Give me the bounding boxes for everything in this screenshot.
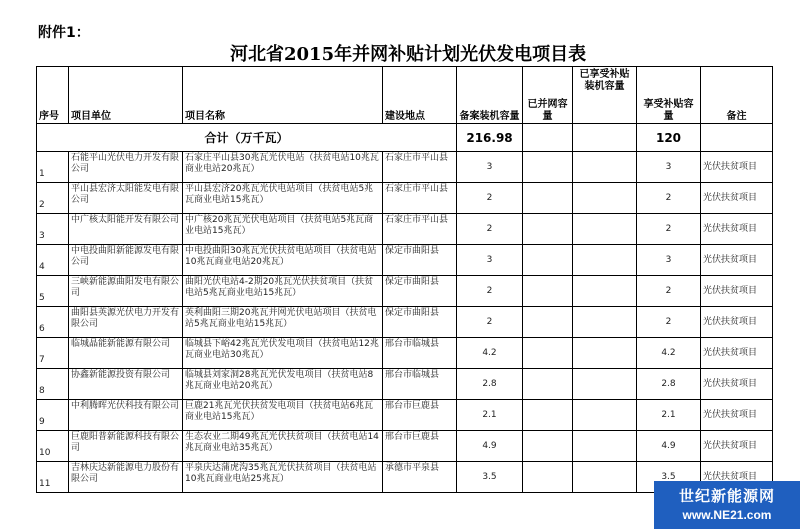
cell-name: 生态农业二期49兆瓦光伏扶贫项目（扶贫电站14兆瓦商业电站35兆瓦） <box>183 431 383 462</box>
cell-capacity: 2 <box>457 276 523 307</box>
project-table <box>36 66 773 493</box>
cell-capacity: 3.5 <box>457 462 523 493</box>
cell-seq: 1 <box>37 152 69 183</box>
cell-note: 光伏扶贫项目 <box>701 214 773 245</box>
watermark-title: 世纪新能源网 <box>678 487 775 505</box>
total-capacity: 216.98 <box>457 124 523 152</box>
cell-enjoyed <box>573 183 637 214</box>
cell-seq: 11 <box>37 462 69 493</box>
cell-location: 石家庄市平山县 <box>383 214 457 245</box>
cell-name: 中电投曲阳30兆瓦光伏扶贫电站项目（扶贫电站10兆瓦商业电站20兆瓦） <box>183 245 383 276</box>
cell-subsidy: 3.5 <box>637 462 701 493</box>
header-name: 项目名称 <box>183 67 383 124</box>
cell-grid <box>523 276 573 307</box>
cell-location: 邢台市临城县 <box>383 369 457 400</box>
cell-capacity: 3 <box>457 152 523 183</box>
cell-seq: 5 <box>37 276 69 307</box>
cell-note: 光伏扶贫项目 <box>701 245 773 276</box>
cell-subsidy: 2.1 <box>637 400 701 431</box>
cell-subsidy: 3 <box>637 152 701 183</box>
cell-name: 中广核20兆瓦光伏电站项目（扶贫电站5兆瓦商业电站15兆瓦） <box>183 214 383 245</box>
cell-note: 光伏扶贫项目 <box>701 338 773 369</box>
cell-capacity: 3 <box>457 245 523 276</box>
cell-capacity: 2 <box>457 183 523 214</box>
cell-name: 平泉庆达蒲虎沟35兆瓦光伏扶贫项目（扶贫电站10兆瓦商业电站25兆瓦） <box>183 462 383 493</box>
cell-unit: 平山县宏济太阳能发电有限公司 <box>69 183 183 214</box>
cell-grid <box>523 214 573 245</box>
table-row <box>37 307 773 338</box>
cell-capacity: 2 <box>457 214 523 245</box>
cell-location: 石家庄市平山县 <box>383 183 457 214</box>
cell-unit: 中广核太阳能开发有限公司 <box>69 214 183 245</box>
cell-grid <box>523 462 573 493</box>
cell-enjoyed <box>573 245 637 276</box>
cell-grid <box>523 245 573 276</box>
cell-capacity: 4.9 <box>457 431 523 462</box>
cell-subsidy: 2 <box>637 307 701 338</box>
table-row <box>37 214 773 245</box>
cell-seq: 10 <box>37 431 69 462</box>
cell-location: 石家庄市平山县 <box>383 152 457 183</box>
cell-note: 光伏扶贫项目 <box>701 369 773 400</box>
cell-location: 邢台市临城县 <box>383 338 457 369</box>
cell-unit: 吉林庆达新能源电力股份有限公司 <box>69 462 183 493</box>
cell-seq: 9 <box>37 400 69 431</box>
cell-name: 巨鹿21兆瓦光伏扶贫发电项目（扶贫电站6兆瓦商业电站15兆瓦） <box>183 400 383 431</box>
cell-location: 邢台市巨鹿县 <box>383 431 457 462</box>
cell-unit: 协鑫新能源投资有限公司 <box>69 369 183 400</box>
cell-grid <box>523 338 573 369</box>
table-row <box>37 276 773 307</box>
cell-name: 平山县宏济20兆瓦光伏电站项目（扶贫电站5兆瓦商业电站15兆瓦） <box>183 183 383 214</box>
cell-enjoyed <box>573 338 637 369</box>
header-note: 备注 <box>701 67 773 124</box>
cell-location: 承德市平泉县 <box>383 462 457 493</box>
cell-subsidy: 2 <box>637 276 701 307</box>
cell-subsidy: 4.9 <box>637 431 701 462</box>
cell-enjoyed <box>573 369 637 400</box>
cell-location: 保定市曲阳县 <box>383 307 457 338</box>
table-row <box>37 152 773 183</box>
cell-location: 邢台市巨鹿县 <box>383 400 457 431</box>
cell-name: 临城县刘家洞28兆瓦光伏发电项目（扶贫电站8兆瓦商业电站20兆瓦） <box>183 369 383 400</box>
total-row <box>37 124 773 152</box>
header-unit: 项目单位 <box>69 67 183 124</box>
cell-unit: 石能平山光伏电力开发有限公司 <box>69 152 183 183</box>
cell-unit: 中电投曲阳新能源发电有限公司 <box>69 245 183 276</box>
cell-unit: 临城晶能新能源有限公司 <box>69 338 183 369</box>
header-seq: 序号 <box>37 67 69 124</box>
cell-subsidy: 2 <box>637 183 701 214</box>
cell-seq: 8 <box>37 369 69 400</box>
cell-grid <box>523 152 573 183</box>
cell-location: 保定市曲阳县 <box>383 245 457 276</box>
cell-subsidy: 2.8 <box>637 369 701 400</box>
cell-note: 光伏扶贫项目 <box>701 307 773 338</box>
table-row <box>37 245 773 276</box>
header-enjoyed: 已享受补贴装机容量 <box>573 67 637 124</box>
cell-note: 光伏扶贫项目 <box>701 152 773 183</box>
cell-capacity: 2.8 <box>457 369 523 400</box>
total-label: 合计（万千瓦） <box>37 124 457 152</box>
cell-subsidy: 4.2 <box>637 338 701 369</box>
cell-seq: 3 <box>37 214 69 245</box>
watermark-url: www.NE21.com <box>682 508 772 522</box>
attachment-label: 附件1： <box>38 25 90 41</box>
cell-enjoyed <box>573 431 637 462</box>
total-grid <box>523 124 573 152</box>
table-row <box>37 183 773 214</box>
cell-name: 英利曲阳三期20兆瓦并网光伏电站项目（扶贫电站5兆瓦商业电站15兆瓦） <box>183 307 383 338</box>
cell-seq: 6 <box>37 307 69 338</box>
cell-note: 光伏扶贫项目 <box>701 276 773 307</box>
cell-name: 临城县下峪42兆瓦光伏发电项目（扶贫电站12兆瓦商业电站30兆瓦） <box>183 338 383 369</box>
cell-location: 保定市曲阳县 <box>383 276 457 307</box>
cell-grid <box>523 307 573 338</box>
site-watermark <box>654 481 800 529</box>
cell-capacity: 2 <box>457 307 523 338</box>
cell-enjoyed <box>573 307 637 338</box>
header-row <box>37 67 773 124</box>
header-capacity: 备案装机容量 <box>457 67 523 124</box>
total-subsidy: 120 <box>637 124 701 152</box>
cell-unit: 中利腾晖光伏科技有限公司 <box>69 400 183 431</box>
cell-unit: 三峡新能源曲阳发电有限公司 <box>69 276 183 307</box>
table-row <box>37 369 773 400</box>
cell-note: 光伏扶贫项目 <box>701 400 773 431</box>
cell-enjoyed <box>573 152 637 183</box>
cell-unit: 曲阳县英源光伏电力开发有限公司 <box>69 307 183 338</box>
cell-enjoyed <box>573 276 637 307</box>
cell-grid <box>523 400 573 431</box>
cell-name: 石家庄平山县30兆瓦光伏电站（扶贫电站10兆瓦商业电站20兆瓦） <box>183 152 383 183</box>
cell-enjoyed <box>573 400 637 431</box>
page-title: 河北省2015年并网补贴计划光伏发电项目表 <box>230 44 587 65</box>
cell-capacity: 4.2 <box>457 338 523 369</box>
cell-subsidy: 3 <box>637 245 701 276</box>
header-location: 建设地点 <box>383 67 457 124</box>
cell-enjoyed <box>573 462 637 493</box>
cell-grid <box>523 431 573 462</box>
cell-note: 光伏扶贫项目 <box>701 431 773 462</box>
total-enjoyed <box>573 124 637 152</box>
table-row <box>37 400 773 431</box>
cell-subsidy: 2 <box>637 214 701 245</box>
cell-seq: 2 <box>37 183 69 214</box>
cell-note: 光伏扶贫项目 <box>701 183 773 214</box>
cell-grid <box>523 369 573 400</box>
cell-note: 光伏扶贫项目 <box>701 462 773 493</box>
cell-seq: 7 <box>37 338 69 369</box>
header-grid: 已并网容量 <box>523 67 573 124</box>
table-row <box>37 431 773 462</box>
cell-grid <box>523 183 573 214</box>
table-row <box>37 338 773 369</box>
header-subsidy: 享受补贴容量 <box>637 67 701 124</box>
cell-enjoyed <box>573 214 637 245</box>
cell-unit: 巨鹿阳普新能源科技有限公司 <box>69 431 183 462</box>
cell-capacity: 2.1 <box>457 400 523 431</box>
cell-seq: 4 <box>37 245 69 276</box>
total-note <box>701 124 773 152</box>
cell-name: 曲阳光伏电站4-2期20兆瓦光伏扶贫项目（扶贫电站5兆瓦商业电站15兆瓦） <box>183 276 383 307</box>
